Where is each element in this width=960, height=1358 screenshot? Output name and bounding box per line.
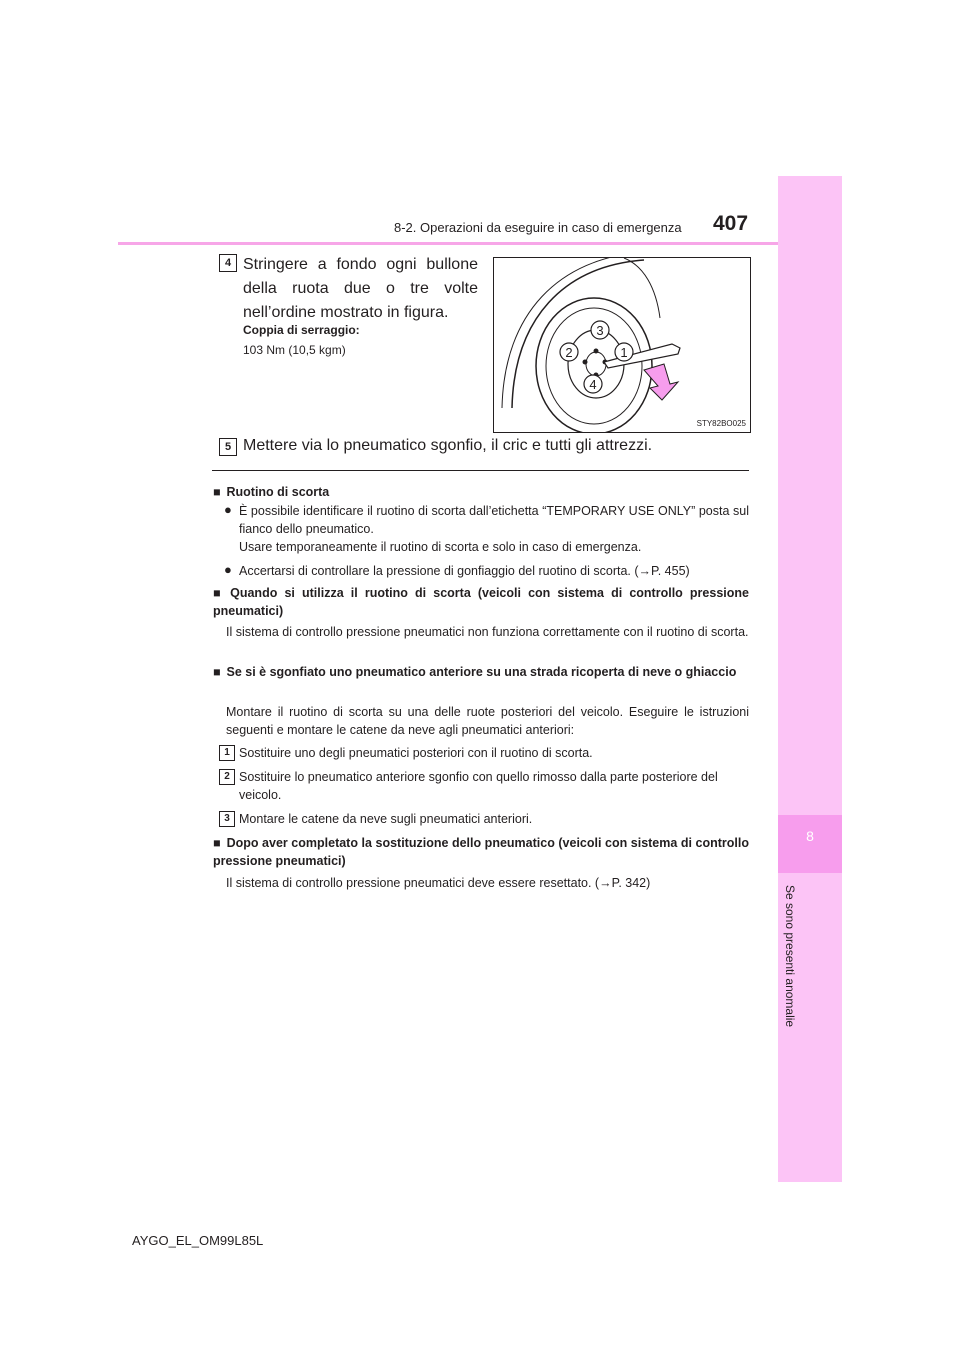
section-divider bbox=[212, 470, 749, 471]
footer-model-code: AYGO_EL_OM99L85L bbox=[132, 1233, 264, 1248]
note-reset-title bbox=[213, 834, 749, 870]
note-tpms-title bbox=[213, 584, 749, 620]
page-number: 407 bbox=[713, 212, 749, 235]
note-reset-body: Il sistema di controllo pressione pneumatici deve essere resettato. (→P. 342) bbox=[226, 876, 651, 890]
circle-bullet-icon: ● bbox=[224, 562, 232, 577]
note-snow-body: Montare il ruotino di scorta su una delle ruote posteriori del veicolo. Eseguire le istruzioni seguenti e montare le catene da neve agli pneumatici anteriori: bbox=[226, 705, 749, 737]
note-spare-bullet2: Accertarsi di controllare la pressione di gonfiaggio del ruotino di scorta. (→P. 455) bbox=[239, 564, 690, 578]
tire-outline bbox=[536, 298, 652, 432]
step-badge-4: 4 bbox=[219, 254, 237, 272]
snow-step-3: Montare le catene da neve sugli pneumatici anteriori. bbox=[239, 812, 533, 826]
step-badge-5: 5 bbox=[219, 438, 237, 456]
snow-step-2: Sostituire lo pneumatico anteriore sgonfio con quello rimosso dalla parte posteriore del veicolo. bbox=[239, 770, 718, 802]
fender-line bbox=[512, 260, 644, 408]
circle-bullet-icon: ● bbox=[224, 502, 232, 517]
step4-text: Stringere a fondo ogni bullone della ruota due o tre volte nell’ordine mostrato in figura. bbox=[243, 256, 478, 321]
square-bullet-icon: ■ bbox=[213, 665, 221, 679]
note-tpms-title-text: Quando si utilizza il ruotino di scorta (veicoli con sistema di controllo pressione pneumatici) bbox=[213, 586, 749, 618]
chapter-title: Se sono presenti anomalie bbox=[783, 885, 797, 1028]
callout-2: 2 bbox=[565, 345, 573, 360]
note-spare-bullet1b: Usare temporaneamente il ruotino di scorta e solo in caso di emergenza. bbox=[239, 540, 642, 554]
torque-label: Coppia di serraggio: bbox=[243, 323, 360, 337]
snow-step-badge-1: 1 bbox=[219, 745, 235, 761]
note-reset-title-text: Dopo aver completato la sostituzione dello pneumatico (veicoli con sistema di controllo pressione pneumatici) bbox=[213, 836, 749, 868]
step5-text: Mettere via lo pneumatico sgonfio, il cric e tutti gli attrezzi. bbox=[243, 437, 653, 454]
snow-step-badge-3: 3 bbox=[219, 811, 235, 827]
square-bullet-icon: ■ bbox=[213, 836, 221, 850]
chapter-number: 8 bbox=[806, 828, 814, 844]
header-section-title: 8-2. Operazioni da eseguire in caso di emergenza bbox=[394, 220, 682, 235]
chapter-tab-highlight bbox=[778, 815, 842, 873]
hub bbox=[586, 352, 606, 376]
wheel-nut-tightening-figure bbox=[493, 257, 751, 433]
fender-outer-line bbox=[502, 258, 644, 408]
body-line bbox=[624, 258, 660, 318]
square-bullet-icon: ■ bbox=[213, 485, 221, 499]
header-rule bbox=[118, 242, 778, 245]
snow-step-1: Sostituire uno degli pneumatici posteriori con il ruotino di scorta. bbox=[239, 746, 593, 760]
rotation-arrow-icon bbox=[644, 364, 678, 400]
callout-4: 4 bbox=[589, 377, 597, 392]
callout-1: 1 bbox=[620, 345, 628, 360]
note-snow-title-text: Se si è sgonfiato uno pneumatico anteriore su una strada ricoperta di neve o ghiaccio bbox=[226, 665, 737, 679]
square-bullet-icon: ■ bbox=[213, 586, 221, 600]
wheel-illustration bbox=[494, 258, 750, 432]
note-spare-title bbox=[213, 483, 749, 501]
note-spare-bullet1: È possibile identificare il ruotino di scorta dall’etichetta “TEMPORARY USE ONLY” posta sul fianco dello pneumatico. bbox=[239, 504, 749, 536]
note-spare-title-text: Ruotino di scorta bbox=[226, 485, 330, 499]
chapter-side-tab bbox=[778, 176, 842, 1182]
note-snow-title bbox=[213, 663, 749, 681]
torque-value: 103 Nm (10,5 kgm) bbox=[243, 343, 346, 357]
note-tpms-body: Il sistema di controllo pressione pneumatici non funziona correttamente con il ruotino di scorta. bbox=[226, 625, 749, 639]
callout-3: 3 bbox=[596, 323, 604, 338]
wheel-nut bbox=[583, 360, 588, 365]
wheel-nut bbox=[594, 349, 599, 354]
figure-code: STY82BO025 bbox=[696, 419, 746, 428]
snow-step-badge-2: 2 bbox=[219, 769, 235, 785]
